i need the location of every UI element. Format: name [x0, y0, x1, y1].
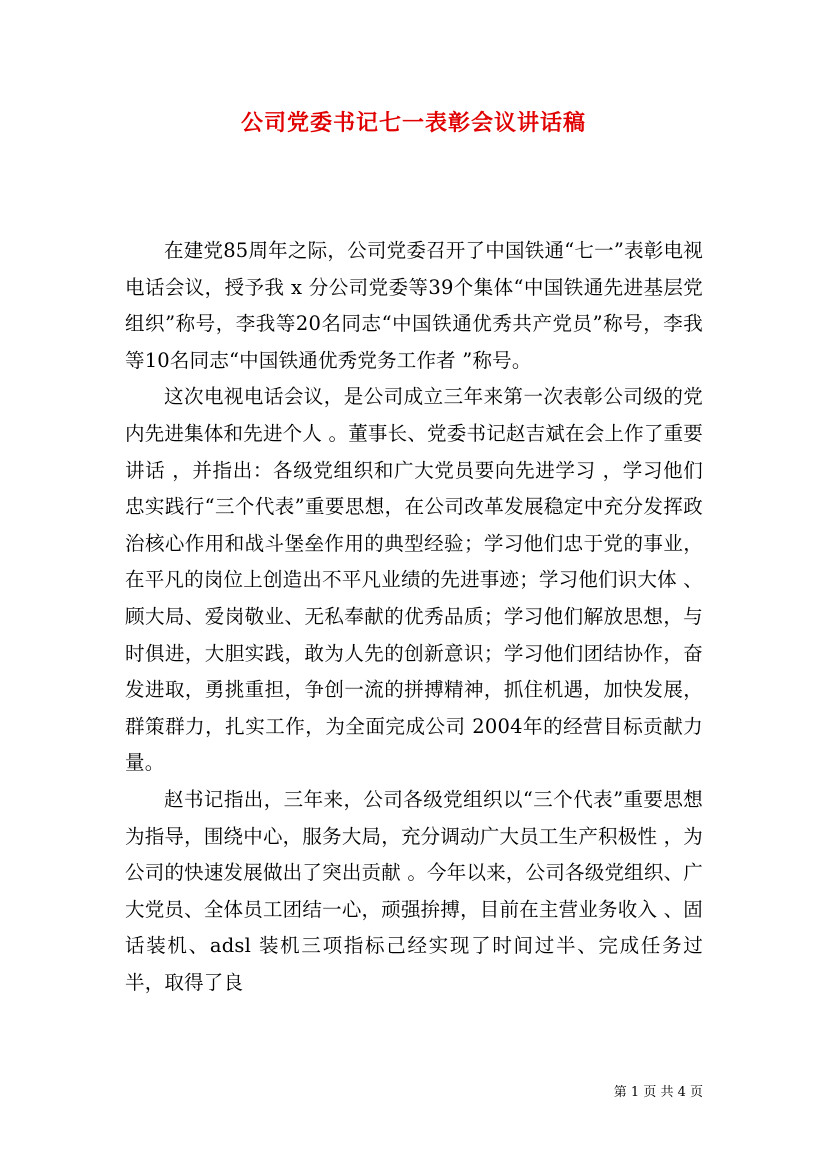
paragraph-2: 这次电视电话会议，是公司成立三年来第一次表彰公司级的党内先进集体和先进个人 。董事长、党委书记赵吉斌在会上作了重要讲话 ，并指出：各级党组织和广大党员要向先进学习 ，学习他们忠实践行“三个代表”重要思想，在公司改革发展稳定中充分发挥政治核心作用和战斗堡垒作用的典型经验；学习他们忠于党的事业，在平凡的岗位上创造出不平凡业绩的先进事迹；学习他们识大体 、顾大局、爱岗敬业、无私奉献的优秀品质；学习他们解放思想，与时俱进，大胆实践，敢为人先的创新意识；学习他们团结协作，奋发进取，勇挑重担，争创一流的拼搏精神，抓住机遇，加快发展，群策群力，扎实工作，为全面完成公司 2004年的经营目标贡献力量。 — [125, 385, 703, 775]
page-title: 公司党委书记七一表彰会议讲话稿 — [240, 110, 586, 136]
paragraph-3: 赵书记指出，三年来，公司各级党组织以“三个代表”重要思想为指导，围绕中心，服务大局，充分调动广大员工生产积极性 ，为公司的快速发展做出了突出贡献 。今年以来，公司各级党组织、广大党员、全体员工团结一心，顽强拚搏，目前在主营业务收入 、固话装机、adsl 装机三项指标己经实现了时间过半、完成任务过半，取得了良 — [125, 787, 703, 994]
paragraph-1: 在建党85周年之际，公司党委召开了中国铁通“七一”表彰电视电话会议，授予我 x 分公司党委等39个集体“中国铁通先进基层党组织”称号，李我等20名同志“中国铁通优秀共产党员”称号，李我等10名同志“中国铁通优秀党务工作者 ”称号。 — [125, 239, 703, 372]
page-number-footer: 第 1 页 共 4 页 — [613, 1085, 703, 1100]
document-body — [125, 233, 703, 1001]
